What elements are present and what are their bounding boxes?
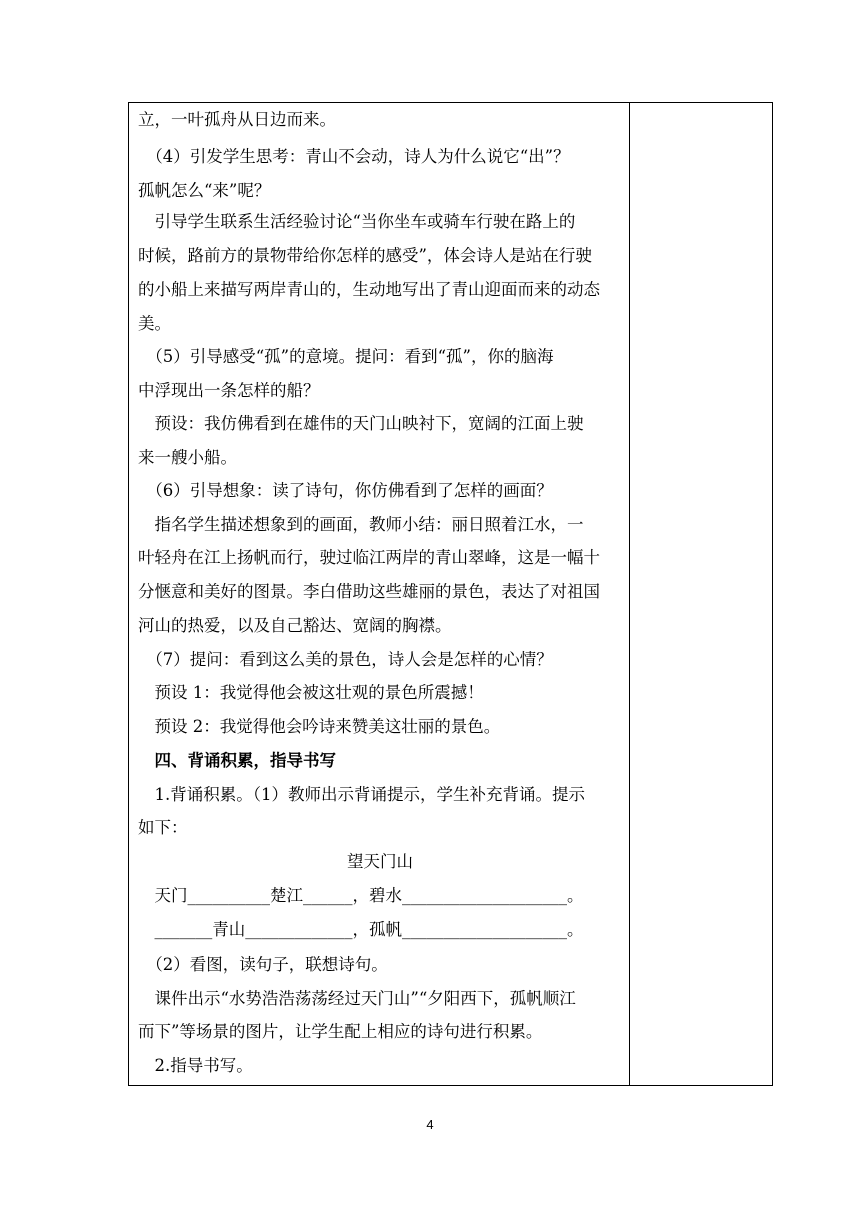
- text-line: 来一艘小船。: [138, 448, 237, 467]
- poem-blank-line: _______青山_____________，孤帆____________________。: [138, 920, 584, 939]
- text-line: 孤帆怎么“来”呢？: [138, 181, 271, 200]
- text-line: （6）引导想象：读了诗句，你仿佛看到了怎样的画面？: [138, 481, 553, 500]
- text-line: 指名学生描述想象到的画面，教师小结：丽日照着江水，一: [138, 515, 584, 534]
- text-line: 的小船上来描写两岸青山的，生动地写出了青山迎面而来的动态: [138, 280, 600, 299]
- text-line: （7）提问：看到这么美的景色，诗人会是怎样的心情？: [138, 650, 553, 669]
- page-number: 4: [426, 1117, 434, 1132]
- table-column-divider: [629, 102, 630, 1086]
- text-line: 时候，路前方的景物带给你怎样的感受”，体会诗人是站在行驶: [138, 246, 592, 265]
- text-line: 课件出示“水势浩浩荡荡经过天门山”“夕阳西下，孤帆顺江: [138, 989, 576, 1008]
- text-line: （4）引发学生思考：青山不会动，诗人为什么说它“出”？: [138, 147, 570, 166]
- poem-title: 望天门山: [347, 852, 413, 871]
- text-line: （2）看图，读句子，联想诗句。: [138, 955, 388, 974]
- poem-blank-line: 天门__________楚江______，碧水____________________。: [138, 886, 584, 905]
- text-line: 立，一叶孤舟从日边而来。: [138, 110, 336, 129]
- text-line: 引导学生联系生活经验讨论“当你坐车或骑车行驶在路上的: [138, 212, 576, 231]
- text-line: 1.背诵积累。（1）教师出示背诵提示，学生补充背诵。提示: [138, 785, 585, 804]
- text-line: 叶轻舟在江上扬帆而行，驶过临江两岸的青山翠峰，这是一幅十: [138, 548, 600, 567]
- text-line: 如下：: [138, 818, 188, 837]
- section-heading: 四、背诵积累，指导书写: [138, 751, 336, 770]
- text-line: 2.指导书写。: [138, 1056, 253, 1075]
- text-line: 河山的热爱，以及自己豁达、宽阔的胸襟。: [138, 616, 452, 635]
- text-line: 预设 2：我觉得他会吟诗来赞美这壮丽的景色。: [138, 717, 501, 736]
- text-line: 预设 1：我觉得他会被这壮观的景色所震撼！: [138, 683, 484, 702]
- text-line: 分惬意和美好的图景。李白借助这些雄丽的景色，表达了对祖国: [138, 582, 600, 601]
- text-line: 而下”等场景的图片，让学生配上相应的诗句进行积累。: [138, 1022, 543, 1041]
- text-line: 预设：我仿佛看到在雄伟的天门山映衬下，宽阔的江面上驶: [138, 414, 584, 433]
- text-line: 美。: [138, 314, 171, 333]
- text-line: （5）引导感受“孤”的意境。提问：看到“孤”，你的脑海: [138, 347, 554, 366]
- text-line: 中浮现出一条怎样的船？: [138, 381, 320, 400]
